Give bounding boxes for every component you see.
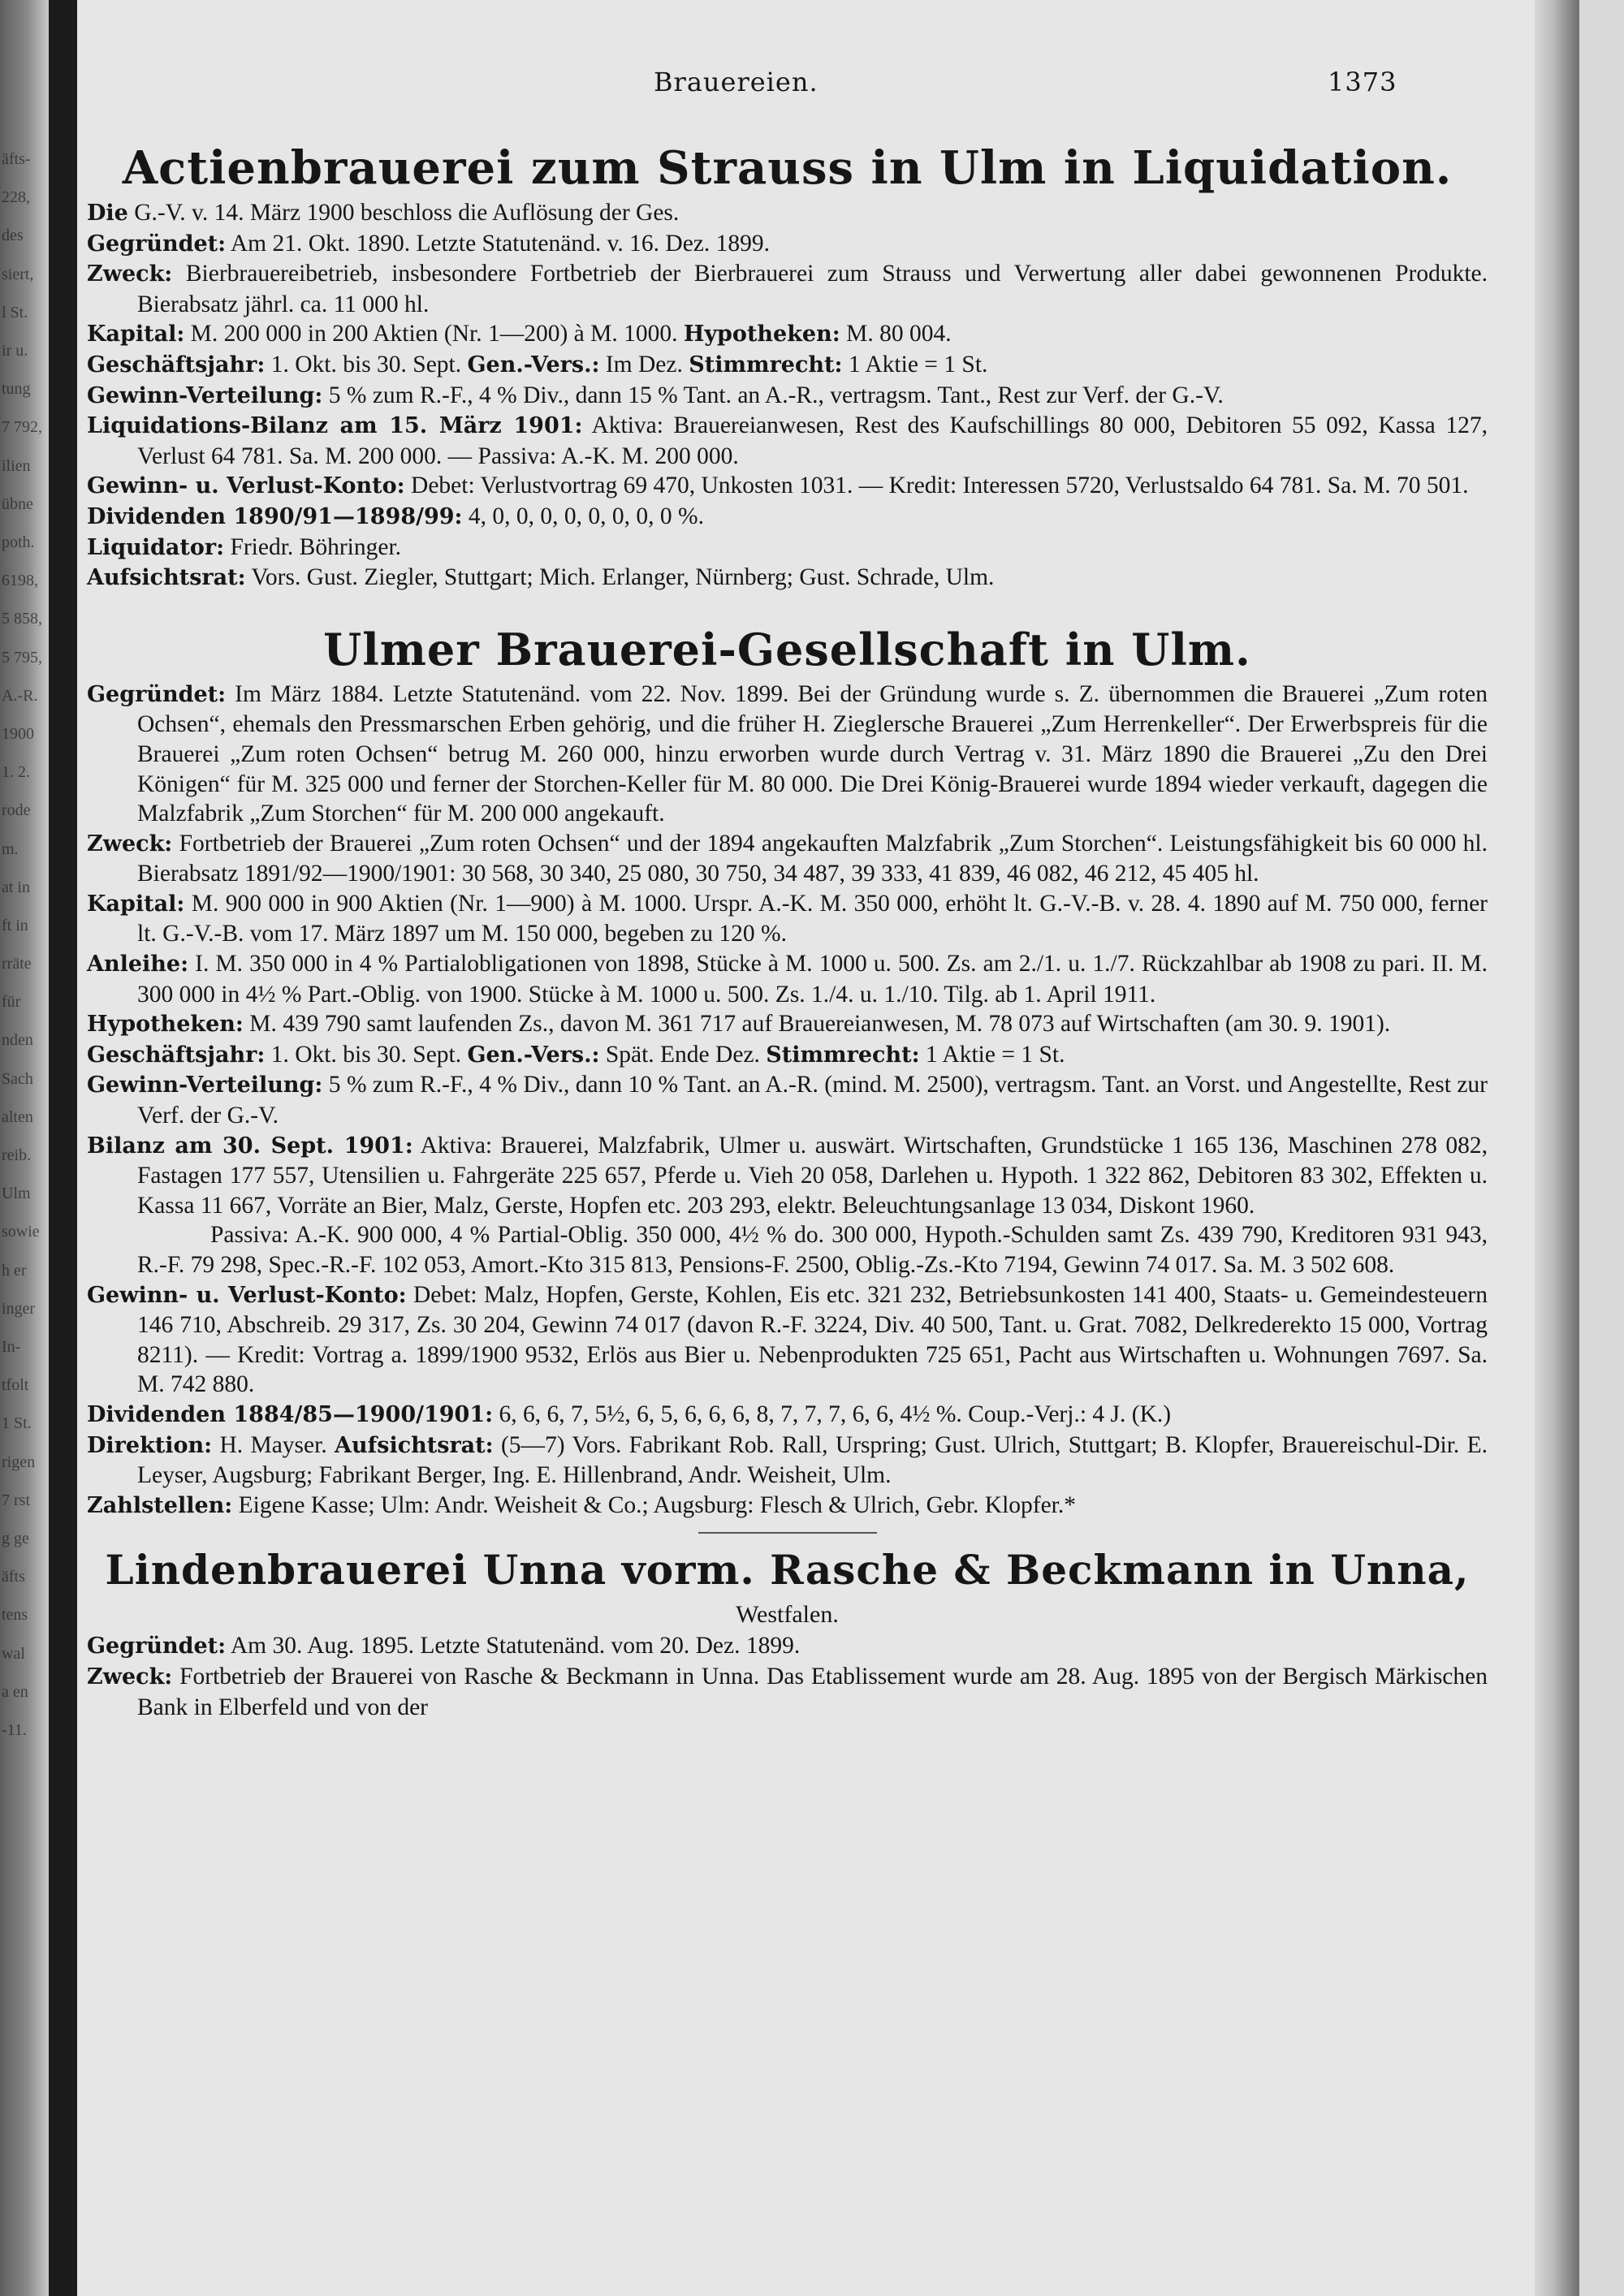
left-margin-fragment: 6198, [2, 572, 38, 589]
entry-gewinn-verteilung: Gewinn-Verteilung: 5 % zum R.-F., 4 % Div., dann 10 % Tant. an A.-R. (mind. M. 2500), vertragsm. Tant. an Vorst. und Angestellte, Rest zur Verf. der G.-V. [87, 1072, 1488, 1129]
section-title-lindenbrauerei: Lindenbrauerei Unna vorm. Rasche & Beckmann in Unna, [105, 1546, 1470, 1595]
entry-gegruendet: Gegründet: Am 30. Aug. 1895. Letzte Statutenänd. vom 20. Dez. 1899. [87, 1633, 801, 1659]
left-margin-fragment: 1900 [2, 725, 34, 743]
left-margin-fragment: 228, [2, 188, 30, 206]
left-margin-fragment: In- [2, 1338, 21, 1356]
running-head [77, 67, 1579, 107]
left-margin-fragment: 5 795, [2, 649, 42, 667]
entry-zweck: Zweck: Fortbetrieb der Brauerei „Zum roten Ochsen“ und der 1894 angekauften Malzfabrik „Zum Storchen“. Leistungsfähigkeit bis 60 000 hl. Bierabsatz 1891/92—1900/1901: 30 568, 30 340, 25 080, 30 750, 34 487, 39 333, 41 839, 46 082, 46 212, 45 405 hl. [87, 830, 1488, 887]
left-margin-fragment: ft in [2, 917, 28, 934]
entry-dividenden: Dividenden 1884/85—1900/1901: 6, 6, 6, 7, 5½, 6, 5, 6, 6, 6, 8, 7, 7, 7, 6, 6, 4½ %. Coup.-Verj.: 4 J. (K.) [87, 1400, 1172, 1427]
left-margin-fragment: tens [2, 1606, 28, 1624]
page-number: 1373 [1328, 67, 1397, 97]
entry-gewinn-verlust: Gewinn- u. Verlust-Konto: Debet: Verlustvortrag 69 470, Unkosten 1031. — Kredit: Interessen 5720, Verlustsaldo 64 781. Sa. M. 70 501. [87, 473, 1469, 499]
left-margin-fragment: 7 792, [2, 418, 42, 436]
left-margin-fragment: inger [2, 1300, 36, 1318]
left-margin-fragment: siert, [2, 265, 34, 283]
binding-bar [49, 0, 78, 2296]
entry-direktion: Direktion: H. Mayser. Aufsichtsrat: (5—7) Vors. Fabrikant Rob. Rall, Urspring; Gust. Ulrich, Stuttgart; B. Klopfer, Brauereischul-Dir. E. Leyser, Augsburg; Fabrikant Berger, Ing. E. Hillenbrand, Andr. Weisheit, Ulm. [87, 1431, 1488, 1489]
left-margin-fragment: -11. [2, 1721, 27, 1739]
page-content [87, 138, 1488, 1722]
left-margin-fragment: rigen [2, 1453, 36, 1471]
entry-gegruendet: Gegründet: Am 21. Okt. 1890. Letzte Statutenänd. v. 16. Dez. 1899. [87, 230, 771, 257]
left-margin-fragment: alten [2, 1108, 33, 1126]
entry-zweck: Zweck: Bierbrauereibetrieb, insbesondere Fortbetrieb der Bierbrauerei zum Strauss und Verwertung aller dabei gewonnenen Produkte. Bierabsatz jährl. ca. 11 000 hl. [87, 261, 1488, 317]
left-margin-fragment: wal [2, 1645, 25, 1663]
left-margin-fragment: h er [2, 1262, 27, 1280]
left-margin-fragment: ilien [2, 457, 31, 475]
left-margin-fragment: übne [2, 495, 33, 513]
left-margin-fragment: at in [2, 878, 30, 896]
entry-kapital: Kapital: M. 200 000 in 200 Aktien (Nr. 1—200) à M. 1000. Hypotheken: M. 80 004. [87, 321, 952, 347]
entry-beschluss: Die G.-V. v. 14. März 1900 beschloss die Auflösung der Ges. [87, 200, 680, 226]
left-margin-fragment: sowie [2, 1223, 40, 1241]
left-margin-fragment: tung [2, 380, 31, 398]
entry-zweck: Zweck: Fortbetrieb der Brauerei von Rasche & Beckmann in Unna. Das Etablissement wurde am 28. Aug. 1895 von der Bergisch Märkischen Bank in Elberfeld und von der [87, 1663, 1488, 1720]
entry-gegruendet: Gegründet: Im März 1884. Letzte Statutenänd. vom 22. Nov. 1899. Bei der Gründung wurde s. Z. übernommen die Brauerei „Zum roten Ochsen“, ehemals den Pressmarschen Erben gehörig, und die früher H. Zieglersche Brauerei „Zum Herrenkeller“. Der Erwerbspreis für die Brauerei „Zum roten Ochsen“ betrug M. 260 000, hinzu erworben wurde durch Vertrag v. 31. März 1890 die Brauerei „Zu den Drei Königen“ für M. 325 000 und ferner der Storchen-Keller für M. 80 000. Die Drei König-Brauerei wurde 1894 wieder verkauft, dagegen die Malzfabrik „Zum Storchen“ für M. 200 000 angekauft. [87, 680, 1488, 827]
left-margin-fragment: 1. 2. [2, 763, 30, 781]
entry-gewinn-verlust: Gewinn- u. Verlust-Konto: Debet: Malz, Hopfen, Gerste, Kohlen, Eis etc. 321 232, Betriebsunkosten 141 400, Staats- u. Gemeindesteuern 146 710, Abschreib. 29 317, Zs. 30 204, Gewinn 74 017 (davon R.-F. 3224, Div. 40 500, Tant. u. Grat. 7082, Delkrederekto 15 000, Vortrag 8211). — Kredit: Vortrag a. 1899/1900 9532, Erlös aus Bier u. Nebenprodukten 725 651, Pacht aus Wirtschaften u. Wohnungen 7697. Sa. M. 742 880. [87, 1281, 1488, 1398]
left-page-shadow [0, 0, 49, 2296]
left-margin-fragment: l St. [2, 304, 28, 322]
left-margin-fragment: rode [2, 801, 31, 819]
entry-zahlstellen: Zahlstellen: Eigene Kasse; Ulm: Andr. Weisheit & Co.; Augsburg: Flesch & Ulrich, Gebr. Klopfer.* [87, 1491, 1077, 1518]
section-title-ulmer: Ulmer Brauerei-Gesellschaft in Ulm. [323, 623, 1251, 675]
left-margin-fragment: 7 rst [2, 1491, 30, 1509]
left-margin-fragment: des [2, 227, 24, 244]
left-margin-fragment: nden [2, 1031, 33, 1049]
entry-hypotheken: Hypotheken: M. 439 790 samt laufenden Zs., davon M. 361 717 auf Brauereianwesen, M. 78 073 auf Wirtschaften (am 30. 9. 1901). [87, 1011, 1391, 1038]
entry-gewinn-verteilung: Gewinn-Verteilung: 5 % zum R.-F., 4 % Div., dann 15 % Tant. an A.-R., vertragsm. Tant., Rest zur Verf. der G.-V. [87, 382, 1224, 408]
left-margin-fragment: tfolt [2, 1376, 29, 1394]
left-margin-fragment: g ge [2, 1530, 29, 1547]
left-margin-fragment: 1 St. [2, 1414, 32, 1432]
entry-geschaeftsjahr: Geschäftsjahr: 1. Okt. bis 30. Sept. Gen.-Vers.: Im Dez. Stimmrecht: 1 Aktie = 1 St. [87, 351, 988, 378]
left-margin-fragment: rräte [2, 955, 32, 973]
left-margin-fragment: Sach [2, 1070, 33, 1088]
left-margin-fragment: a en [2, 1683, 28, 1701]
left-margin-fragment: poth. [2, 533, 35, 551]
book-page [77, 0, 1579, 2296]
left-margin-fragment: A.-R. [2, 687, 38, 705]
running-head-title: Brauereien. [654, 67, 818, 97]
entry-bilanz-passiva: Passiva: A.-K. 900 000, 4 % Partial-Oblig. 350 000, 4½ % do. 300 000, Hypoth.-Schulden samt Zs. 439 790, Kreditoren 931 943, R.-F. 79 298, Spec.-R.-F. 102 053, Amort.-Kto 315 813, Pensions-F. 2500, Oblig.-Zs.-Kto 7194, Gewinn 74 017. Sa. M. 3 502 608. [137, 1222, 1488, 1278]
section-title-strauss: Actienbrauerei zum Strauss in Ulm in Liquidation. [122, 141, 1453, 195]
entry-kapital: Kapital: M. 900 000 in 900 Aktien (Nr. 1—900) à M. 1000. Urspr. A.-K. M. 350 000, erhöht lt. G.-V.-B. v. 28. 4. 1890 auf M. 750 000, ferner lt. G.-V.-B. vom 17. März 1897 um M. 150 000, begeben zu 120 %. [87, 890, 1488, 947]
left-margin-fragment: Ulm [2, 1185, 31, 1202]
entry-dividenden: Dividenden 1890/91—1898/99: 4, 0, 0, 0, 0, 0, 0, 0, 0 %. [87, 503, 704, 529]
left-margin-fragment: m. [2, 840, 19, 858]
section-subtitle: Westfalen. [736, 1601, 839, 1629]
left-margin-fragment: 5 858, [2, 610, 42, 628]
entry-bilanz: Bilanz am 30. Sept. 1901: Aktiva: Brauerei, Malzfabrik, Ulmer u. auswärt. Wirtschaften, Grundstücke 1 165 136, Maschinen 278 082, Fastagen 177 557, Utensilien u. Fahrgeräte 225 657, Pferde u. Vieh 20 058, Darlehen u. Hypoth. 1 322 862, Debitoren 83 302, Effekten u. Kassa 11 667, Vorräte an Bier, Malz, Gerste, Hopfen etc. 203 293, elektr. Beleuchtungsanlage 13 034, Diskont 1960. [87, 1132, 1488, 1219]
right-page-edge [1535, 0, 1579, 2296]
entry-liquidator: Liquidator: Friedr. Böhringer. [87, 533, 402, 560]
entry-anleihe: Anleihe: I. M. 350 000 in 4 % Partialobligationen von 1898, Stücke à M. 1000 u. 500. Zs. am 2./1. u. 1./7. Rückzahlbar ab 1908 zu pari. II. M. 300 000 in 4½ % Part.-Oblig. von 1900. Stücke à M. 1000 u. 500. Zs. 1./4. u. 1./10. Tilg. ab 1. April 1911. [87, 951, 1488, 1008]
left-margin-fragment: reib. [2, 1146, 32, 1164]
entry-geschaeftsjahr: Geschäftsjahr: 1. Okt. bis 30. Sept. Gen.-Vers.: Spät. Ende Dez. Stimmrecht: 1 Aktie = 1 St. [87, 1041, 1065, 1068]
left-margin-fragment: für [2, 993, 21, 1011]
left-margin-fragment: äfts- [2, 150, 31, 168]
section-separator [698, 1532, 877, 1534]
entry-aufsichtsrat: Aufsichtsrat: Vors. Gust. Ziegler, Stuttgart; Mich. Erlanger, Nürnberg; Gust. Schrade, Ulm. [87, 564, 995, 591]
left-margin-fragment: ir u. [2, 342, 28, 360]
entry-liquidations-bilanz: Liquidations-Bilanz am 15. März 1901: Aktiva: Brauereianwesen, Rest des Kaufschillings 80 000, Debitoren 55 092, Kassa 127, Verlust 64 781. Sa. M. 200 000. — Passiva: A.-K. M. 200 000. [87, 412, 1488, 469]
left-page-fragments [0, 0, 49, 2296]
left-margin-fragment: äfts [2, 1568, 25, 1586]
